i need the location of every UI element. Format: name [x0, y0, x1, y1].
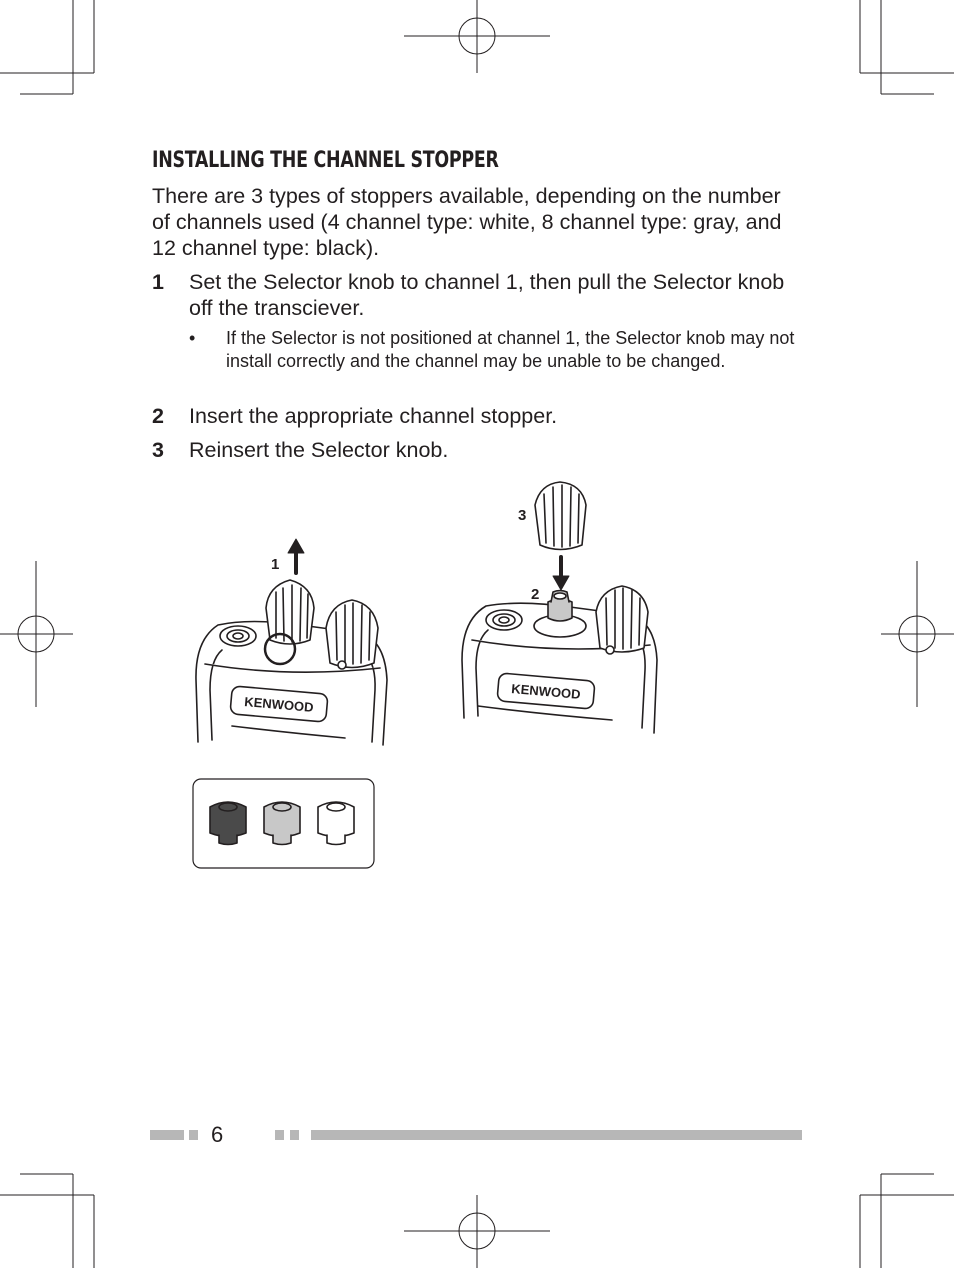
- section-heading: INSTALLING THE CHANNEL STOPPER: [152, 148, 499, 173]
- footer-bar-segment: [150, 1130, 184, 1140]
- radio-right-illustration: [462, 482, 657, 733]
- step-text: Reinsert the Selector knob.: [189, 438, 449, 462]
- figure-label-2: 2: [531, 586, 540, 603]
- step-text: Insert the appropriate channel stopper.: [189, 404, 558, 428]
- bullet-icon: •: [189, 328, 196, 348]
- brand-logo: KENWOOD: [243, 694, 315, 715]
- step-number: 1: [152, 270, 164, 294]
- figure-label-3: 3: [518, 507, 527, 524]
- step-number: 3: [152, 438, 164, 462]
- intro-paragraph: There are 3 types of stoppers available, depending on the number of channels used (4 channel type: white, 8 channel type: gray, and 12 channel type: black).: [152, 184, 782, 260]
- step-text: Set the Selector knob to channel 1, then pull the Selector knob off the transciever.: [189, 270, 785, 320]
- footer-bar-segment: [275, 1130, 284, 1140]
- brand-logo: KENWOOD: [510, 681, 582, 702]
- step-number: 2: [152, 404, 164, 428]
- footer-bar-segment: [189, 1130, 198, 1140]
- stopper-types-panel: [193, 779, 374, 868]
- radio-left-illustration: [196, 539, 387, 745]
- note-text: If the Selector is not positioned at channel 1, the Selector knob may not install correctly and the channel may be unable to be changed.: [226, 328, 795, 371]
- footer-bar-long: [311, 1130, 802, 1140]
- page-number: 6: [211, 1122, 224, 1147]
- figure-label-1: 1: [271, 556, 280, 573]
- footer-bar-segment: [290, 1130, 299, 1140]
